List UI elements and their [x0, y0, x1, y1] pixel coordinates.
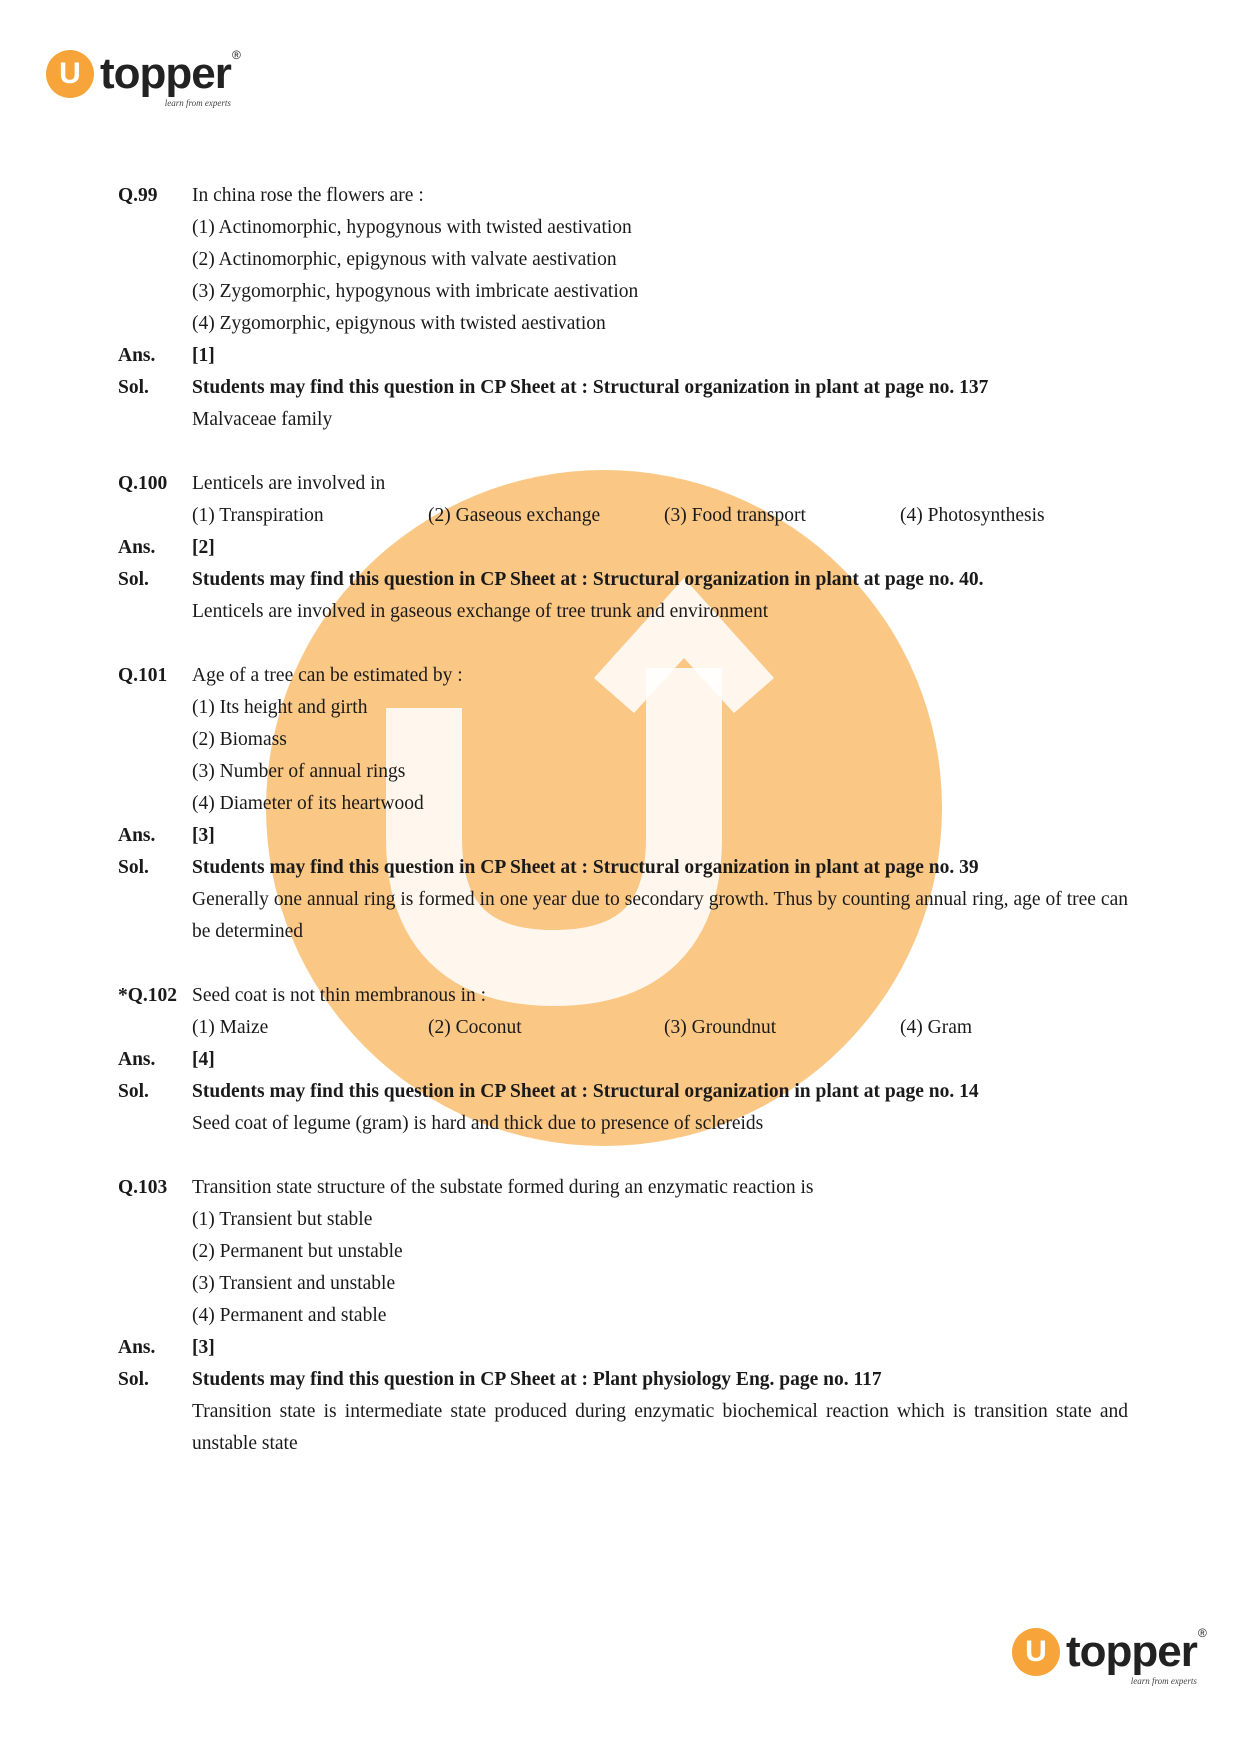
question-block: [118, 180, 1128, 436]
option: (4) Zygomorphic, epigynous with twisted aestivation: [192, 313, 606, 334]
question-number: Q.101: [118, 665, 168, 686]
solution-reference: Students may find this question in CP Sheet at : Structural organization in plant at page no. 40.: [192, 569, 984, 590]
option: (4) Permanent and stable: [192, 1305, 387, 1326]
answer-value: [1]: [192, 345, 215, 366]
answer-value: [2]: [192, 537, 215, 558]
question-list: [118, 180, 1128, 1460]
registered-mark: ®: [232, 48, 241, 62]
topper-logo-footer: [1012, 1626, 1207, 1686]
solution-label: Sol.: [118, 1081, 149, 1102]
option: (4) Gram: [900, 1017, 973, 1038]
option: (3) Number of annual rings: [192, 761, 406, 782]
solution-text: Lenticels are involved in gaseous exchange of tree trunk and environment: [192, 601, 769, 622]
option: (1) Transpiration: [192, 505, 324, 526]
solution-label: Sol.: [118, 569, 149, 590]
option: (1) Transient but stable: [192, 1209, 373, 1230]
question-block: [118, 468, 1128, 628]
solution-reference: Students may find this question in CP Sheet at : Structural organization in plant at page no. 137: [192, 377, 989, 398]
answer-label: Ans.: [118, 1337, 156, 1358]
question-number: *Q.102: [118, 985, 178, 1006]
option: (2) Gaseous exchange: [428, 505, 601, 526]
logo-tagline: learn from experts: [164, 98, 231, 108]
option: (2) Biomass: [192, 729, 287, 750]
answer-label: Ans.: [118, 1049, 156, 1070]
option: (4) Photosynthesis: [900, 505, 1045, 526]
logo-tagline: learn from experts: [1130, 1676, 1197, 1686]
question-number: Q.103: [118, 1177, 168, 1198]
option: (2) Actinomorphic, epigynous with valvate aestivation: [192, 249, 617, 270]
question-text: Seed coat is not thin membranous in :: [192, 985, 487, 1006]
solution-label: Sol.: [118, 1369, 149, 1390]
answer-label: Ans.: [118, 825, 156, 846]
answer-value: [3]: [192, 825, 215, 846]
option: (1) Its height and girth: [192, 697, 368, 718]
answer-value: [4]: [192, 1049, 215, 1070]
option: (2) Coconut: [428, 1017, 522, 1038]
question-text: Age of a tree can be estimated by :: [192, 665, 463, 686]
question-text: In china rose the flowers are :: [192, 185, 424, 206]
question-number: Q.100: [118, 473, 168, 494]
solution-text: Generally one annual ring is formed in one year due to secondary growth. Thus by counting annual ring, age of tree can be determined: [192, 889, 1128, 942]
answer-value: [3]: [192, 1337, 215, 1358]
question-block: [118, 660, 1128, 948]
option: (3) Food transport: [664, 505, 806, 526]
option: (3) Transient and unstable: [192, 1273, 396, 1294]
option: (1) Maize: [192, 1017, 269, 1038]
solution-reference: Students may find this question in CP Sheet at : Plant physiology Eng. page no. 117: [192, 1369, 882, 1390]
answer-label: Ans.: [118, 345, 156, 366]
logo-mark-icon: U: [46, 50, 94, 98]
logo-mark-icon: U: [1012, 1628, 1060, 1676]
solution-text: Malvaceae family: [192, 409, 333, 430]
option: (4) Diameter of its heartwood: [192, 793, 424, 814]
solution-label: Sol.: [118, 377, 149, 398]
question-text: Lenticels are involved in: [192, 473, 386, 494]
option: (1) Actinomorphic, hypogynous with twisted aestivation: [192, 217, 632, 238]
solution-reference: Students may find this question in CP Sheet at : Structural organization in plant at page no. 39: [192, 857, 979, 878]
option: (3) Zygomorphic, hypogynous with imbricate aestivation: [192, 281, 639, 302]
answer-label: Ans.: [118, 537, 156, 558]
logo-wordmark: topper: [100, 49, 231, 98]
registered-mark: ®: [1198, 1626, 1207, 1640]
question-number: Q.99: [118, 185, 158, 206]
logo-wordmark: topper: [1066, 1627, 1197, 1676]
question-block: [118, 980, 1128, 1140]
solution-reference: Students may find this question in CP Sheet at : Structural organization in plant at page no. 14: [192, 1081, 979, 1102]
solution-label: Sol.: [118, 857, 149, 878]
option: (3) Groundnut: [664, 1017, 777, 1038]
question-block: [118, 1172, 1128, 1460]
option: (2) Permanent but unstable: [192, 1241, 403, 1262]
solution-text: Seed coat of legume (gram) is hard and thick due to presence of sclereids: [192, 1113, 764, 1134]
question-text: Transition state structure of the substate formed during an enzymatic reaction is: [192, 1177, 814, 1198]
solution-text: Transition state is intermediate state produced during enzymatic biochemical reaction which is transition state and unstable state: [192, 1401, 1128, 1454]
topper-logo: [46, 48, 241, 108]
